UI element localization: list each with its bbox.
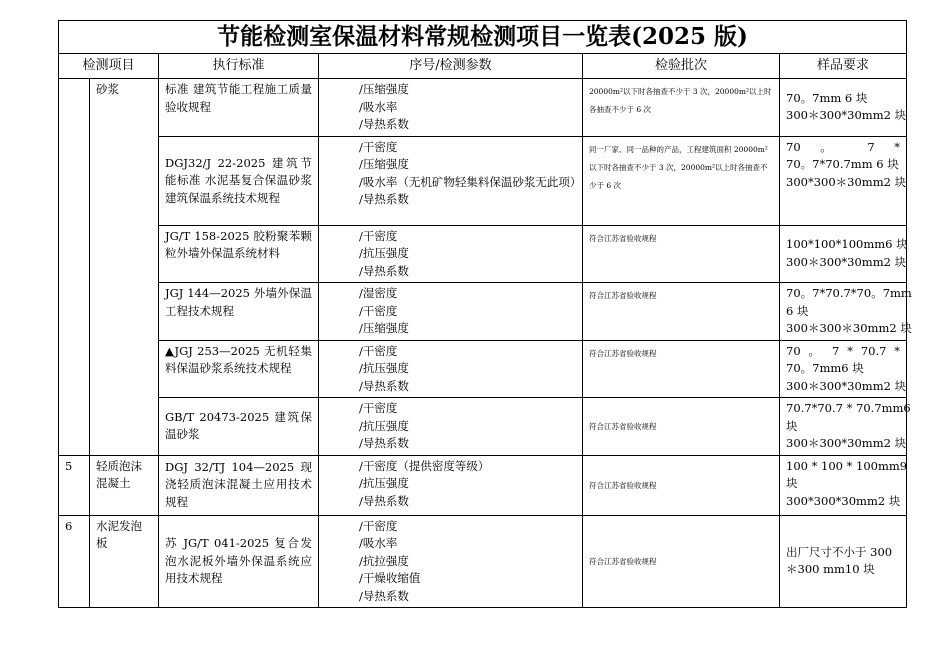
batch-cell: 符合江苏省验收规程 — [583, 515, 780, 608]
params-cell — [319, 455, 583, 515]
param-line: /干密度 — [359, 343, 398, 358]
param-line: /干密度 — [359, 139, 398, 154]
header-params: 序号/检测参数 — [319, 54, 583, 79]
sample-line: 300*300＊30mm2 块 — [786, 174, 907, 189]
param-line: /抗拉强度 — [359, 553, 409, 568]
batch-cell: 同一厂家、同一品种的产品，工程建筑面积 20000m²以下时各抽查不少于 3 次，20000m²以上时各抽查不少于 6 次 — [583, 136, 780, 225]
sample-line: 70 。 7 * — [786, 139, 901, 154]
sample-line: 块 — [786, 418, 798, 433]
params-cell — [319, 79, 583, 137]
params-cell — [319, 136, 583, 225]
param-line: /抗压强度 — [359, 361, 409, 375]
param-line: /抗压强度 — [359, 476, 409, 490]
row-number — [59, 79, 90, 456]
header-standard: 执行标准 — [159, 54, 319, 79]
sample-cell — [780, 398, 911, 456]
batch-cell: 20000m²以下时各抽查不少于 3 次，20000m²以上时各抽查不少于 6 次 — [583, 79, 780, 137]
header-batch: 检验批次 — [583, 54, 780, 79]
sample-line: 300＊300*30mm2 块 — [786, 436, 907, 450]
sample-line: 块 — [786, 476, 798, 490]
sample-cell — [780, 136, 907, 225]
standard-cell: ▲JGJ 253—2025 无机轻集料保温砂浆系统技术规程 — [159, 340, 319, 398]
sample-cell — [780, 515, 907, 608]
sample-line: 70.7*70.7 * 70.7mm6 — [786, 401, 911, 415]
sample-line: 100 * 100 * 100mm9 — [786, 458, 908, 473]
sample-line: ＊300 mm10 块 — [786, 562, 875, 577]
item-name-mortar: 砂浆 — [90, 79, 159, 456]
sample-cell — [780, 455, 907, 515]
param-line: /导热系数 — [359, 117, 409, 131]
param-line: /干密度 — [359, 518, 398, 533]
sample-line: 300＊300*30mm2 块 — [786, 108, 907, 123]
param-line: /导热系数 — [359, 192, 409, 206]
params-cell — [319, 515, 583, 608]
sample-cell — [780, 225, 907, 283]
param-line: /导热系数 — [359, 436, 409, 450]
standard-cell: GB/T 20473-2025 建筑保温砂浆 — [159, 398, 319, 456]
sample-cell — [780, 283, 912, 341]
standard-cell: JG/T 158-2025 胶粉聚苯颗粒外墙外保温系统材料 — [159, 225, 319, 283]
param-line: /吸水率 — [359, 536, 398, 550]
param-line: /吸水率（无机矿物轻集料保温砂浆无此项） — [359, 174, 582, 189]
sample-line: 70。7*70.7*70。7mm — [786, 286, 912, 300]
param-line: /抗压强度 — [359, 246, 409, 260]
standard-cell: 苏 JG/T 041-2025 复合发泡水泥板外墙外保温系统应用技术规程 — [159, 515, 319, 608]
batch-cell: 符合江苏省验收规程 — [583, 283, 780, 341]
param-line: /导热系数 — [359, 588, 409, 603]
sample-line: 出厂尺寸不小于 300 — [786, 544, 893, 559]
params-cell — [319, 340, 583, 398]
item-name: 水泥发泡板 — [90, 515, 159, 608]
sample-line: 70。7mm6 块 — [786, 361, 864, 375]
batch-cell: 符合江苏省验收规程 — [583, 455, 780, 515]
header-item: 检测项目 — [59, 54, 159, 79]
param-line: /干密度 — [359, 401, 398, 415]
item-name: 轻质泡沫混凝土 — [90, 455, 159, 515]
param-line: /干燥收缩值 — [359, 571, 421, 585]
params-cell — [319, 283, 583, 341]
params-cell — [319, 398, 583, 456]
batch-cell: 符合江苏省验收规程 — [583, 225, 780, 283]
row-number: 6 — [59, 515, 90, 608]
param-line: /干密度 — [359, 303, 398, 318]
standard-cell: JGJ 144—2025 外墙外保温工程技术规程 — [159, 283, 319, 341]
sample-cell — [780, 340, 907, 398]
inspection-table — [58, 20, 912, 608]
sample-line: 70。7mm 6 块 — [786, 90, 868, 105]
param-line: /抗压强度 — [359, 418, 409, 433]
standard-cell: DGJ32/J 22-2025 建筑节能标准 水泥基复合保温砂浆建筑保温系统技术规程 — [159, 136, 319, 225]
sample-line: 300*300*30mm2 块 — [786, 493, 901, 508]
param-line: /吸水率 — [359, 99, 398, 114]
batch-cell: 符合江苏省验收规程 — [583, 398, 780, 456]
row-number: 5 — [59, 455, 90, 515]
standard-cell: DGJ 32/TJ 104—2025 现浇轻质泡沫混凝土应用技术规程 — [159, 455, 319, 515]
param-line: /压缩强度 — [359, 82, 409, 96]
sample-line: 100*100*100mm6 块 — [786, 237, 908, 252]
param-line: /导热系数 — [359, 263, 409, 278]
param-line: /导热系数 — [359, 378, 409, 393]
param-line: /湿密度 — [359, 286, 398, 300]
sample-line: 300＊300＊30mm2 块 — [786, 321, 912, 335]
header-sample: 样品要求 — [780, 54, 907, 79]
params-cell — [319, 225, 583, 283]
sample-line: 70 。 7 * 70.7 * — [786, 343, 901, 358]
sample-line: 300＊300*30mm2 块 — [786, 378, 907, 393]
param-line: /压缩强度 — [359, 157, 409, 171]
sample-cell — [780, 79, 907, 137]
sample-line: 300＊300*30mm2 块 — [786, 254, 907, 269]
param-line: /干密度 — [359, 228, 398, 243]
sample-line: 6 块 — [786, 303, 809, 318]
sample-line: 70。7*70.7mm 6 块 — [786, 157, 899, 171]
page-title: 节能检测室保温材料常规检测项目一览表(2025 版) — [59, 21, 907, 54]
param-line: /导热系数 — [359, 493, 409, 508]
param-line: /压缩强度 — [359, 321, 409, 335]
batch-cell: 符合江苏省验收规程 — [583, 340, 780, 398]
standard-cell: 标准 建筑节能工程施工质量验收规程 — [159, 79, 319, 137]
param-line: /干密度（提供密度等级） — [359, 458, 490, 473]
